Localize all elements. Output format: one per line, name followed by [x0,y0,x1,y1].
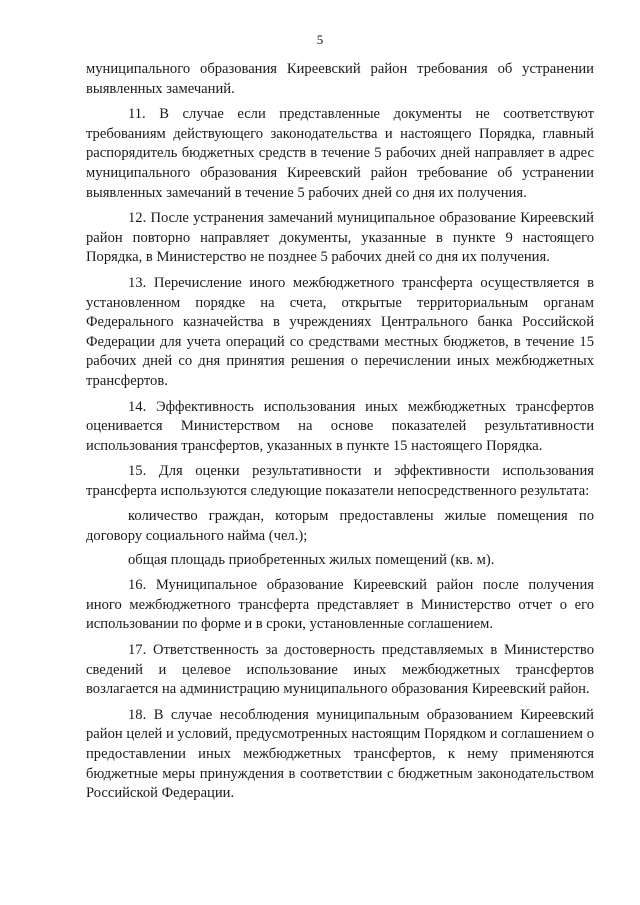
paragraph-14: 14. Эффективность использования иных межбюджетных трансфертов оценивается Министерством на основе показателей результативности использования трансфертов, указанных в пункте 15 настоящего Порядка. [86,398,594,454]
paragraph-13: 13. Перечисление иного межбюджетного трансферта осуществляется в установленном порядке на счета, открытые территориальным органам Федерального казначейства в учреждениях Центрального банка Российской Федерации для учета операций со средствами местных бюджетов, в течение 15 рабочих дней со дня принятия решения о перечислении иных межбюджетных трансфертов. [86,274,594,389]
paragraph-11: 11. В случае если представленные документы не соответствуют требованиям действующего законодательства и настоящего Порядка, главный распорядитель бюджетных средств в течение 5 рабочих дней направляет в адрес муниципального образования Киреевский район требование об устранении выявленных замечаний в течение 5 рабочих дней со дня их получения. [86,106,594,201]
paragraph-15: 15. Для оценки результативности и эффективности использования трансферта используются следующие показатели непосредственного результата: [86,463,594,499]
paragraph-18: 18. В случае несоблюдения муниципальным образованием Киреевский район целей и условий, предусмотренных настоящим Порядком и соглашением о предоставлении иных межбюджетных трансфертов, к нему применяются бюджетные меры принуждения в соответствии с бюджетным законодательством Российской Федерации. [86,706,594,802]
indicator-item-area: общая площадь приобретенных жилых помещений (кв. м). [128,551,495,568]
paragraph-16: 16. Муниципальное образование Киреевский район после получения иного межбюджетного трансферта представляет в Министерство отчет о его использовании по форме и в сроки, установленные соглашением. [86,577,594,633]
paragraph-17: 17. Ответственность за достоверность представляемых в Министерство сведений и целевое использование иных межбюджетных трансфертов возлагается на администрацию муниципального образования Киреевский район. [86,642,594,698]
page-number: 5 [316,32,324,47]
paragraph-12: 12. После устранения замечаний муниципальное образование Киреевский район повторно направляет документы, указанные в пункте 9 настоящего Порядка, в Министерство не позднее 5 рабочих дней со дня их получения. [86,210,594,266]
indicator-item-citizens: количество граждан, которым предоставлены жилые помещения по договору социального найма (чел.); [86,508,594,545]
paragraph-continuation: муниципального образования Киреевский район требования об устранении выявленных замечаний. [86,61,594,97]
document-body [86,60,594,810]
